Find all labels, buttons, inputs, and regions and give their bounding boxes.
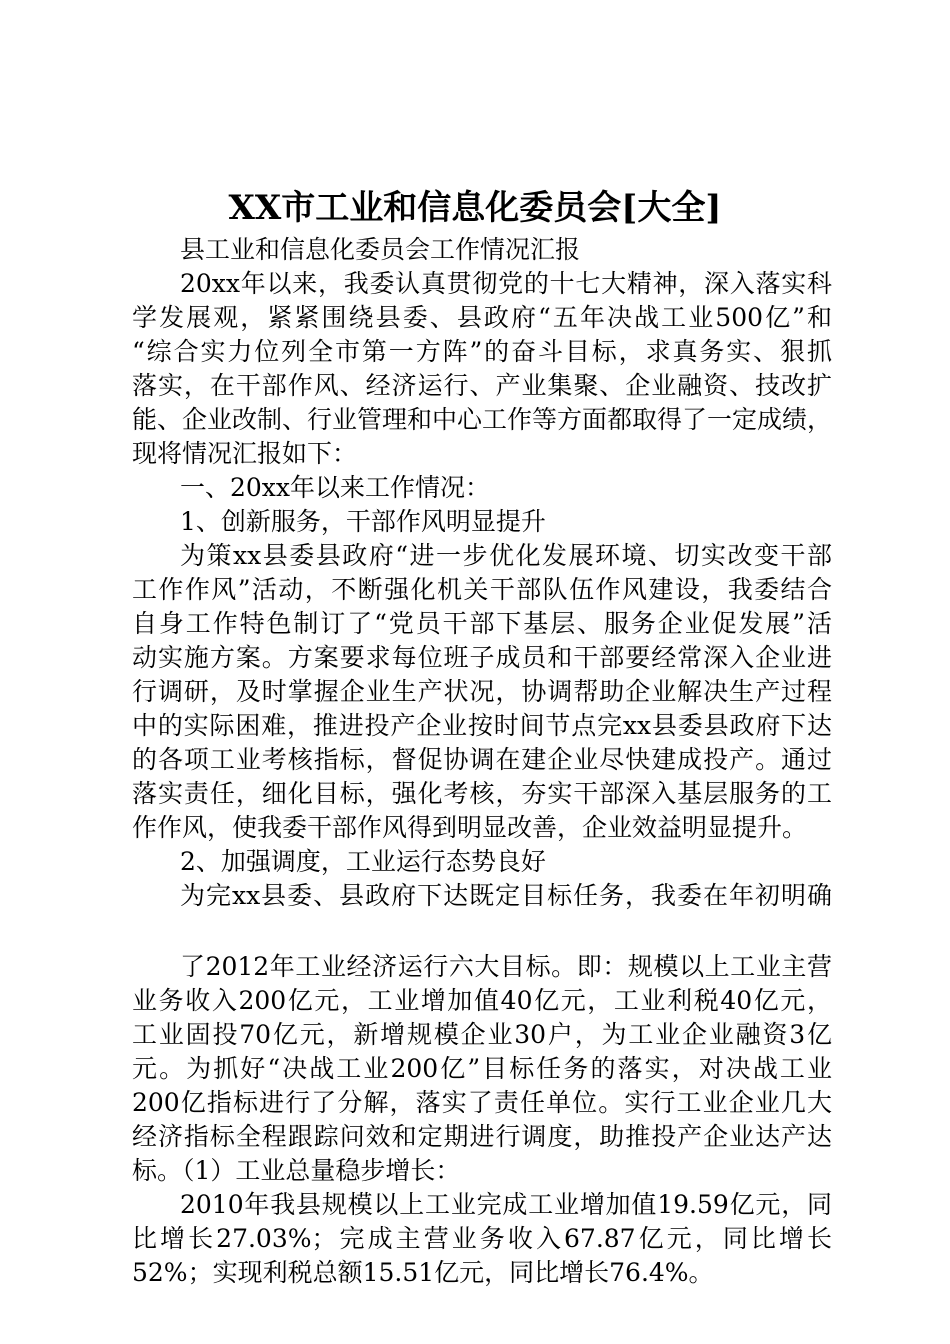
paragraph-line: 工业固投70亿元，新增规模企业30户，为工业企业融资3亿 xyxy=(132,1020,832,1049)
paragraph-line: 工作作风”活动，不断强化机关干部队伍作风建设，我委结合 xyxy=(132,575,832,604)
paragraph-line: 业务收入200亿元，工业增加值40亿元，工业利税40亿元， xyxy=(132,986,832,1015)
paragraph-line: 为策xx县委县政府“进一步优化发展环境、切实改变干部 xyxy=(180,541,832,570)
paragraph-line: 能、企业改制、行业管理和中心工作等方面都取得了一定成绩， xyxy=(132,405,833,434)
paragraph-line: 标。（1）工业总量稳步增长： xyxy=(132,1156,461,1185)
paragraph-line: 动实施方案。方案要求每位班子成员和干部要经常深入企业进 xyxy=(132,643,832,672)
paragraph-line: 元。为抓好“决战工业200亿”目标任务的落实，对决战工业 xyxy=(132,1054,832,1083)
paragraph-line: 为完xx县委、县政府下达既定目标任务，我委在年初明确 xyxy=(180,881,832,910)
paragraph-line: 经济指标全程跟踪问效和定期进行调度，助推投产企业达产达 xyxy=(132,1122,832,1151)
paragraph-line: 比增长27.03%；完成主营业务收入67.87亿元，同比增长 xyxy=(132,1224,832,1253)
subsection-heading: 1、创新服务，干部作风明显提升 xyxy=(180,507,546,536)
paragraph-line: 52%；实现利税总额15.51亿元，同比增长76.4%。 xyxy=(132,1258,714,1287)
section-heading: 一、20xx年以来工作情况： xyxy=(180,473,491,502)
paragraph-line: 学发展观，紧紧围绕县委、县政府“五年决战工业500亿”和 xyxy=(132,303,832,332)
paragraph-line: 中的实际困难，推进投产企业按时间节点完xx县委县政府下达 xyxy=(132,711,832,740)
paragraph-line: 的各项工业考核指标，督促协调在建企业尽快建成投产。通过 xyxy=(132,745,832,774)
paragraph-line: 作作风，使我委干部作风得到明显改善，企业效益明显提升。 xyxy=(132,813,808,842)
paragraph-line: 行调研，及时掌握企业生产状况，协调帮助企业解决生产过程 xyxy=(132,677,832,706)
document-title: XX市工业和信息化委员会[大全] xyxy=(228,188,722,228)
subsection-heading: 2、加强调度，工业运行态势良好 xyxy=(180,847,546,876)
subtitle-line: 县工业和信息化委员会工作情况汇报 xyxy=(180,235,581,264)
paragraph-line: 了2012年工业经济运行六大目标。即：规模以上工业主营 xyxy=(180,952,832,981)
paragraph-line: 自身工作特色制订了“党员干部下基层、服务企业促发展”活 xyxy=(132,609,832,638)
paragraph-line: 落实责任，细化目标，强化考核，夯实干部深入基层服务的工 xyxy=(132,779,832,808)
paragraph-line: 现将情况汇报如下： xyxy=(132,439,358,468)
paragraph-line: 2010年我县规模以上工业完成工业增加值19.59亿元，同 xyxy=(180,1190,832,1219)
paragraph-line: “综合实力位列全市第一方阵”的奋斗目标，求真务实、狠抓 xyxy=(132,337,832,366)
paragraph-line: 200亿指标进行了分解，落实了责任单位。实行工业企业几大 xyxy=(132,1088,832,1117)
paragraph-line: 20xx年以来，我委认真贯彻党的十七大精神，深入落实科 xyxy=(180,269,832,298)
paragraph-line: 落实，在干部作风、经济运行、产业集聚、企业融资、技改扩 xyxy=(132,371,832,400)
